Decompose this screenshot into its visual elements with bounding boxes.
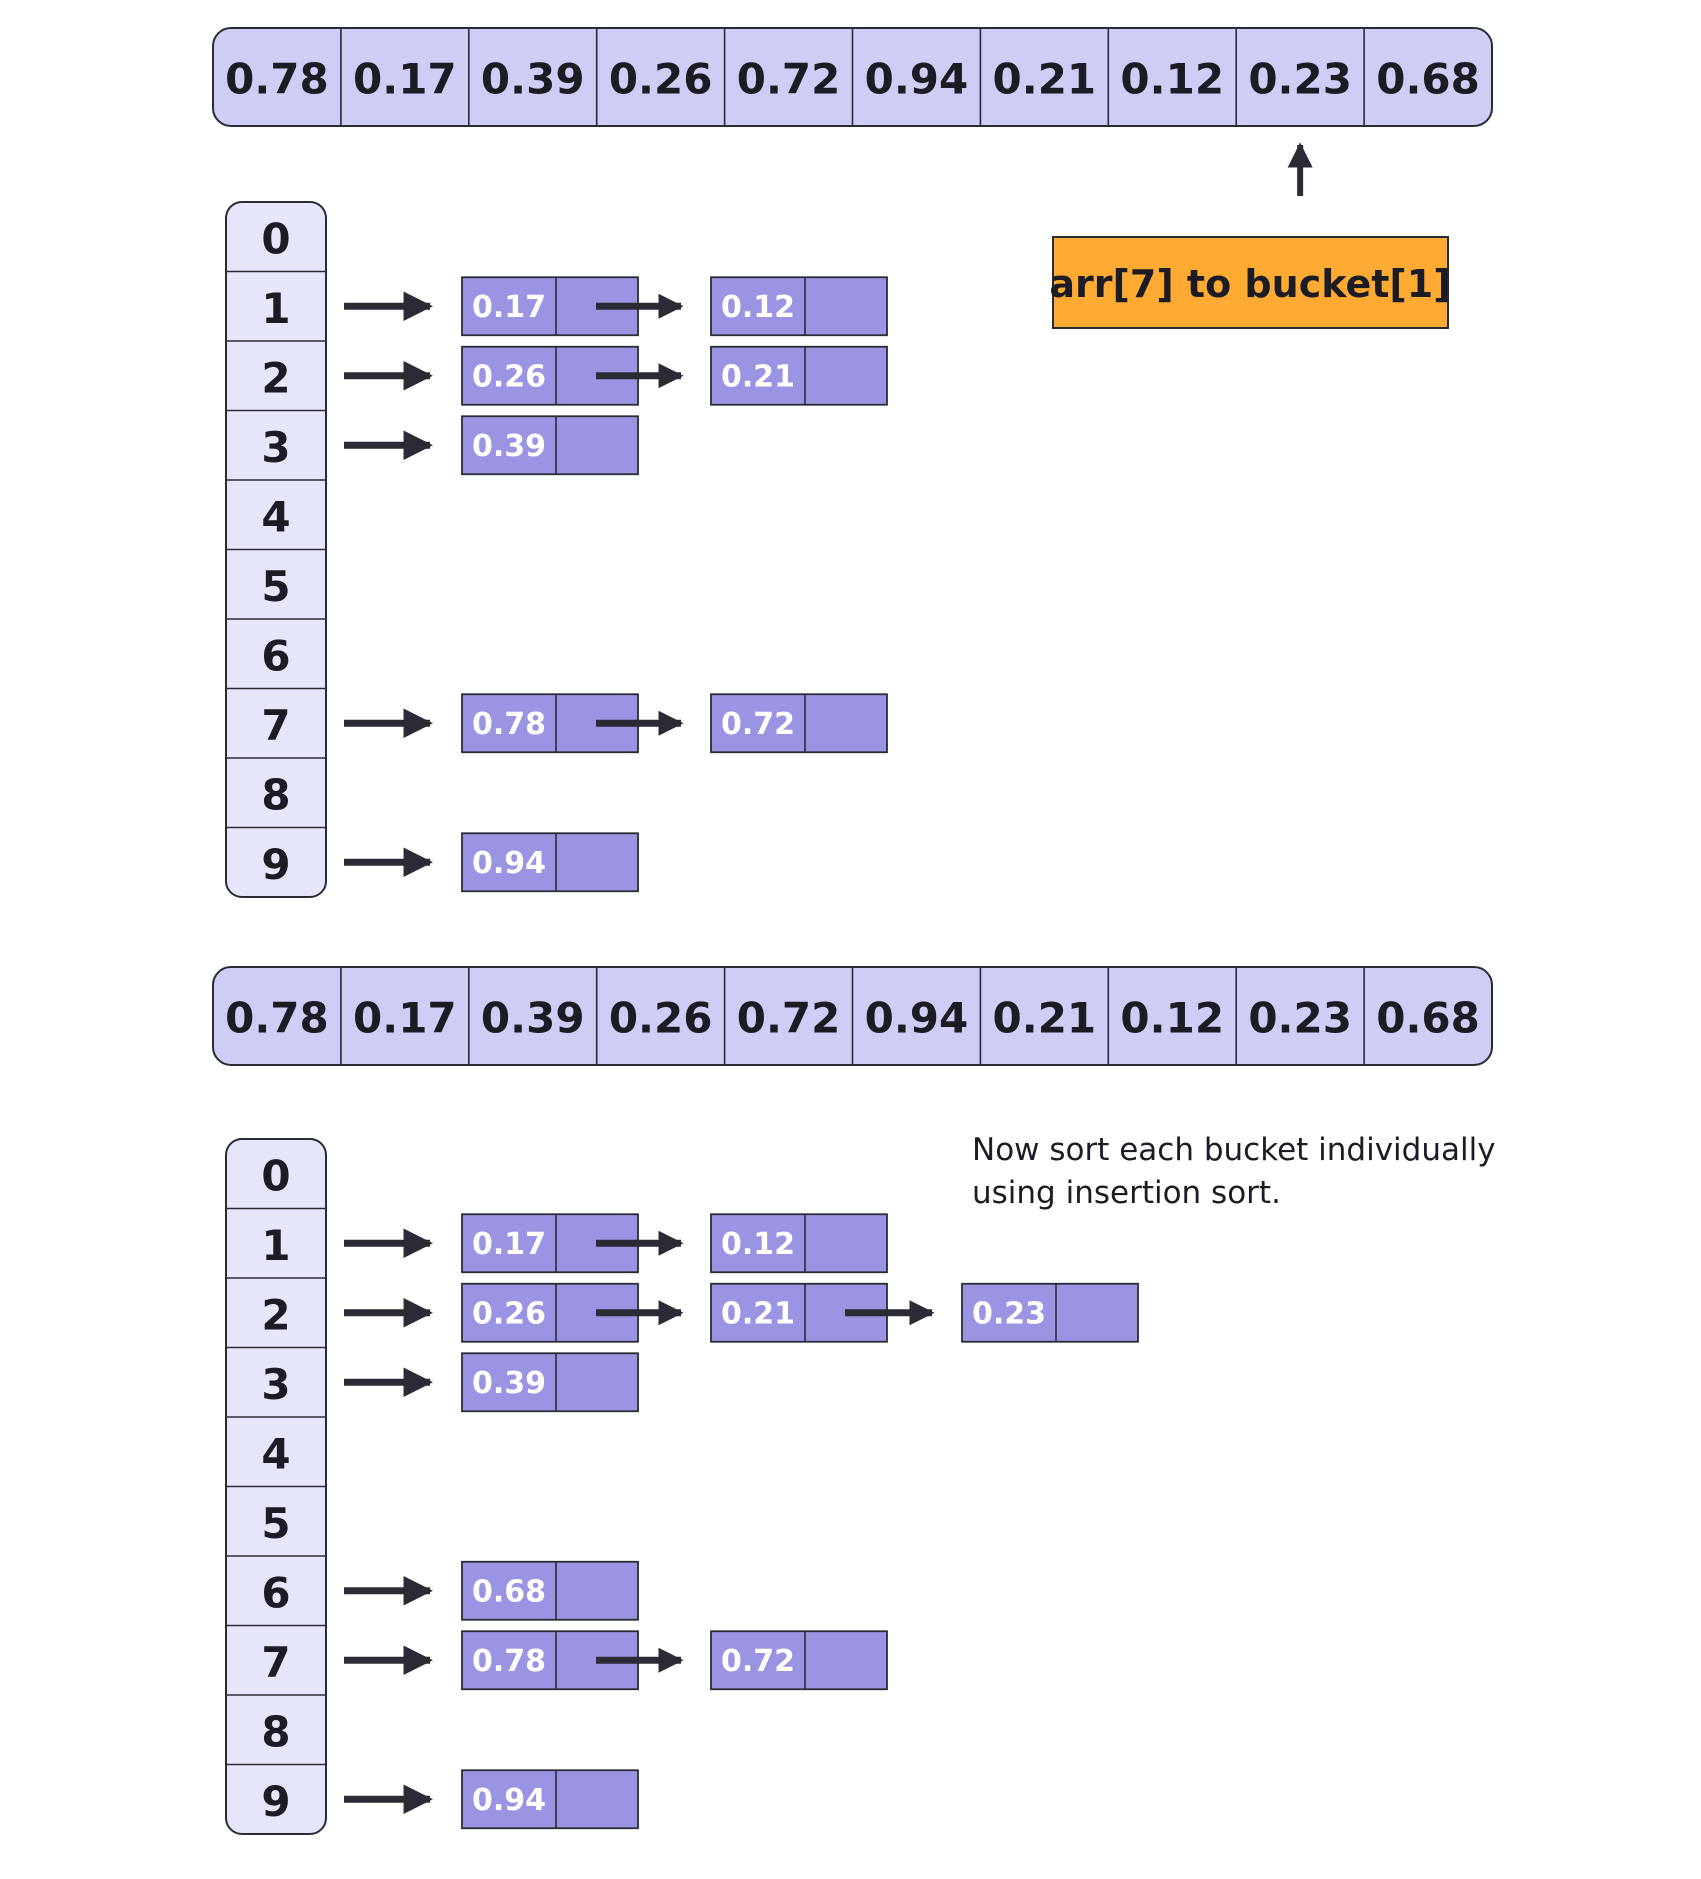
node-value: 0.17 [471, 1226, 547, 1262]
bucket-index-column [226, 1139, 326, 1834]
array-value: 0.68 [1376, 993, 1480, 1043]
array-value: 0.78 [225, 54, 329, 104]
array-value: 0.12 [1120, 54, 1225, 104]
node-value: 0.78 [471, 706, 547, 742]
bucket-index: 4 [261, 492, 291, 542]
node-value: 0.23 [971, 1296, 1047, 1332]
node-value: 0.39 [471, 428, 547, 464]
bucket-index: 5 [261, 1498, 291, 1548]
bucket-index: 5 [261, 561, 291, 611]
bucket-index: 9 [261, 839, 291, 889]
array-value: 0.39 [480, 993, 585, 1043]
bucket-index: 4 [261, 1429, 291, 1479]
bucket-list [344, 1284, 1138, 1342]
bucket-index: 0 [261, 1151, 291, 1201]
bucket-list [344, 1214, 887, 1272]
node-value: 0.39 [471, 1365, 547, 1401]
array-value: 0.21 [992, 993, 1097, 1043]
callout-box [1049, 237, 1450, 328]
bucket-list [344, 1562, 638, 1620]
array-value: 0.26 [608, 54, 713, 104]
bucket-list [344, 347, 887, 405]
bucket-index: 0 [261, 214, 291, 264]
note-line: using insertion sort. [972, 1175, 1281, 1211]
node-value: 0.72 [720, 1643, 796, 1679]
bucket-index: 2 [261, 1290, 291, 1340]
node-value: 0.26 [471, 359, 547, 395]
bucket-index: 8 [261, 1707, 291, 1757]
bucket-index: 2 [261, 353, 291, 403]
input-array [213, 28, 1492, 126]
bucket-index: 9 [261, 1776, 291, 1826]
bucket-index: 1 [261, 283, 291, 333]
bucket-list [344, 833, 638, 891]
bucket-index: 7 [261, 700, 291, 750]
bucket-list [344, 1631, 887, 1689]
node-value: 0.21 [720, 359, 796, 395]
bucket-list [344, 694, 887, 752]
bucket-index: 7 [261, 1637, 291, 1687]
node-value: 0.21 [720, 1296, 796, 1332]
node-value: 0.78 [471, 1643, 547, 1679]
note-line: Now sort each bucket individually [972, 1132, 1496, 1168]
array-value: 0.68 [1376, 54, 1480, 104]
node-value: 0.12 [720, 1226, 796, 1262]
array-value: 0.26 [608, 993, 713, 1043]
bucket-index: 8 [261, 770, 291, 820]
array-value: 0.23 [1248, 54, 1352, 104]
array-value: 0.78 [225, 993, 329, 1043]
array-value: 0.17 [353, 993, 457, 1043]
array-value: 0.12 [1120, 993, 1225, 1043]
array-value: 0.21 [992, 54, 1097, 104]
bucket-list [344, 1353, 638, 1411]
node-value: 0.72 [720, 706, 796, 742]
array-value: 0.72 [736, 54, 841, 104]
bucket-index: 6 [261, 1568, 291, 1618]
array-value: 0.17 [353, 54, 457, 104]
input-array [213, 967, 1492, 1065]
bucket-list [344, 1770, 638, 1828]
bucket-index: 6 [261, 631, 291, 681]
array-value: 0.72 [736, 993, 841, 1043]
node-value: 0.68 [471, 1574, 547, 1610]
bucket-list [344, 416, 638, 474]
node-value: 0.17 [471, 289, 547, 325]
array-value: 0.23 [1248, 993, 1352, 1043]
bucket-index-column [226, 202, 326, 897]
bucket-index: 3 [261, 422, 291, 472]
node-value: 0.26 [471, 1296, 547, 1332]
bucket-index: 1 [261, 1220, 291, 1270]
array-value: 0.39 [480, 54, 585, 104]
bucket-list [344, 277, 887, 335]
callout-text: arr[7] to bucket[1] [1049, 262, 1451, 306]
array-value: 0.94 [864, 993, 969, 1043]
array-value: 0.94 [864, 54, 969, 104]
node-value: 0.94 [471, 1782, 547, 1818]
sort-note [972, 1132, 1496, 1211]
node-value: 0.94 [471, 845, 547, 881]
node-value: 0.12 [720, 289, 796, 325]
bucket-index: 3 [261, 1359, 291, 1409]
